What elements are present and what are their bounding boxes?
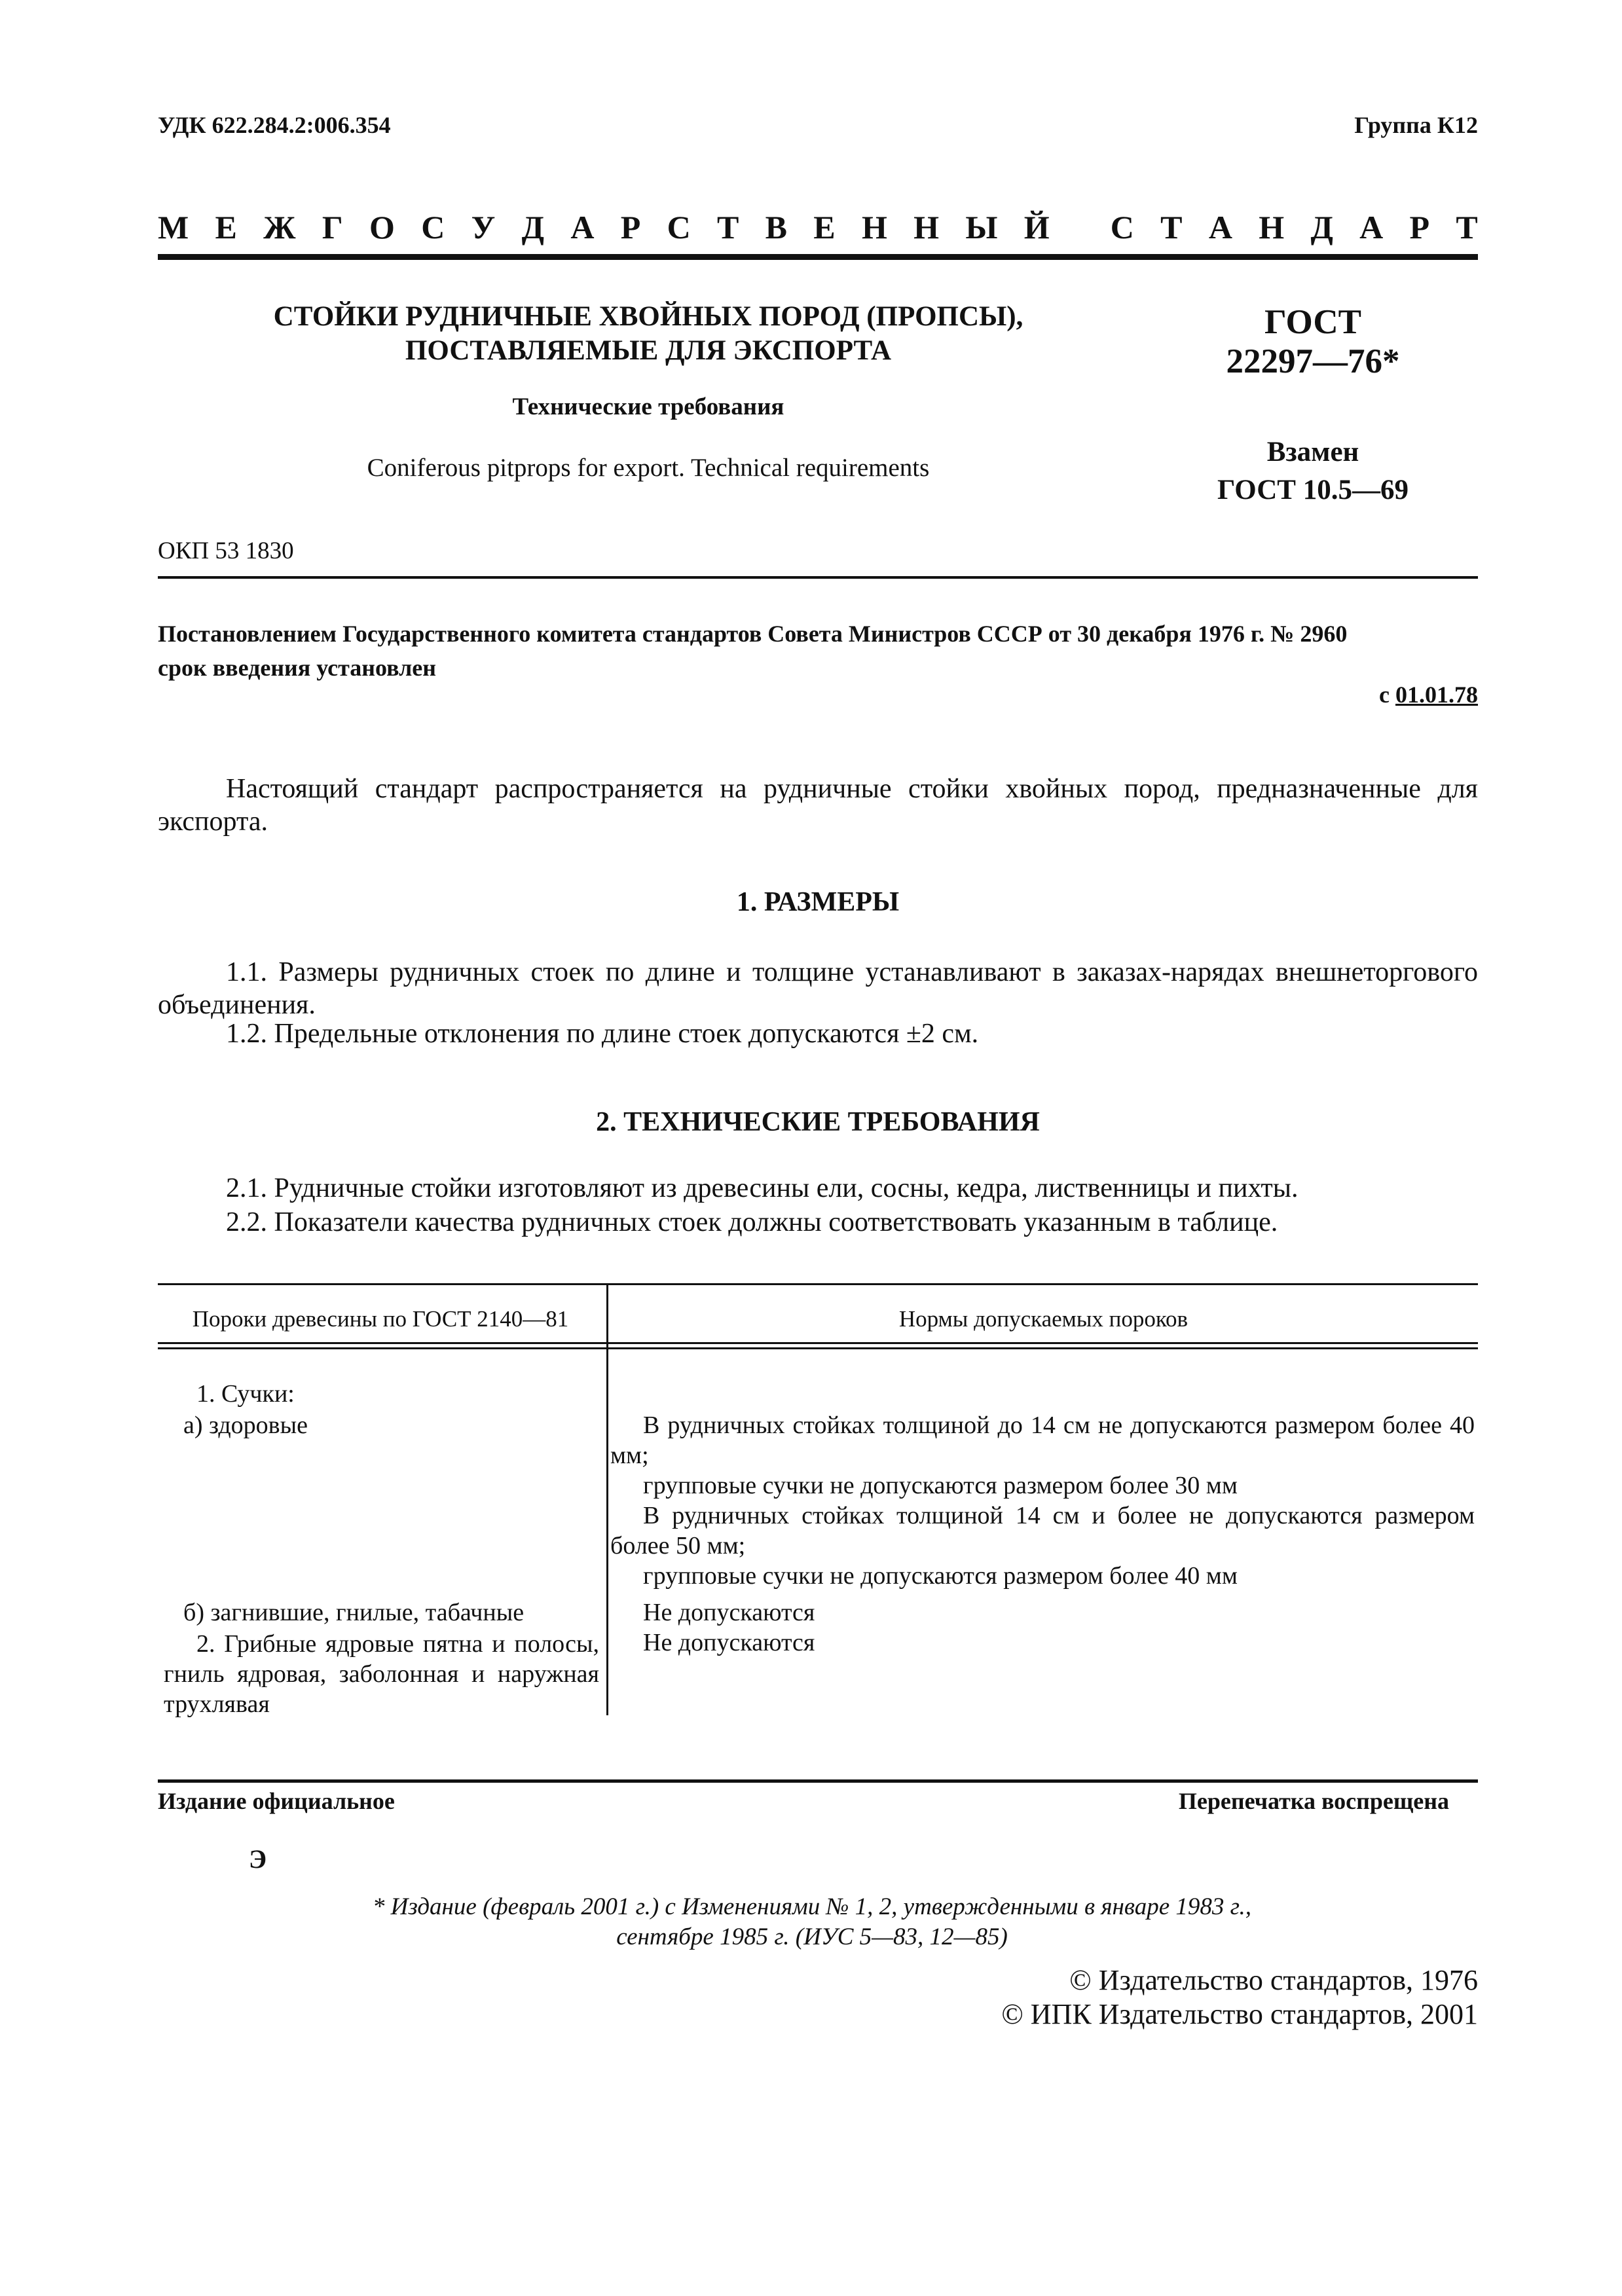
okp-code: ОКП 53 1830 bbox=[158, 538, 294, 564]
table-header-rule bbox=[158, 1342, 1478, 1344]
replaced-label: Взамен bbox=[1266, 437, 1359, 467]
banner-letter: О bbox=[369, 209, 395, 246]
group-code: Группа К12 bbox=[1354, 112, 1478, 138]
table-cell-norm-4: групповые сучки не допускаются размером более 40 мм bbox=[643, 1562, 1238, 1590]
banner-letter: В bbox=[765, 209, 787, 246]
banner-letter: Н bbox=[861, 209, 887, 246]
copyright-2001: © ИПК Издательство стандартов, 2001 bbox=[1001, 1998, 1478, 2030]
decree-line-2: срок введения установлен bbox=[158, 655, 437, 681]
banner-letter: С bbox=[1110, 209, 1134, 246]
banner-letter: Н bbox=[1259, 209, 1285, 246]
gost-designation bbox=[1166, 302, 1460, 381]
table-header-rule bbox=[158, 1347, 1478, 1349]
banner-letter: Р bbox=[1409, 209, 1430, 246]
banner-letter: Е bbox=[215, 209, 237, 246]
interstate-standard-banner bbox=[158, 208, 1478, 246]
udk-code: УДК 622.284.2:006.354 bbox=[158, 112, 391, 138]
footnote-line-2: сентябре 1985 г. (ИУС 5—83, 12—85) bbox=[616, 1923, 1008, 1950]
date-prefix: с bbox=[1379, 682, 1395, 708]
banner-letter: А bbox=[1208, 209, 1232, 246]
edition-mark: Э bbox=[249, 1844, 267, 1874]
table-cell-norm-1: В рудничных стойках толщиной до 14 см не допускаются размером более 40 мм; bbox=[610, 1412, 1475, 1469]
document-subtitle: Технические требования bbox=[512, 393, 784, 420]
table-top-border bbox=[158, 1283, 1478, 1285]
gost-number: 22297—76* bbox=[1226, 342, 1400, 380]
banner-letter: Ж bbox=[263, 209, 296, 246]
date-value: 01.01.78 bbox=[1395, 682, 1478, 708]
section-2-heading: 2. ТЕХНИЧЕСКИЕ ТРЕБОВАНИЯ bbox=[596, 1107, 1040, 1137]
banner-letter: Т bbox=[1160, 209, 1183, 246]
table-cell-norm-6: Не допускаются bbox=[643, 1629, 815, 1656]
paragraph-2-2: 2.2. Показатели качества рудничных стоек должны соответствовать указанным в таблице. bbox=[226, 1207, 1278, 1237]
banner-letter bbox=[1076, 208, 1084, 246]
decree-line-1: Постановлением Государственного комитета стандартов Совета Министров СССР от 30 декабря 1976 г. № 2960 bbox=[158, 621, 1348, 647]
banner-letter: С bbox=[667, 209, 691, 246]
banner-letter: Й bbox=[1023, 209, 1050, 246]
banner-letter: Р bbox=[620, 209, 641, 246]
banner-letter: У bbox=[471, 209, 496, 246]
introduction-date bbox=[1379, 681, 1478, 708]
table-header-defects: Пороки древесины по ГОСТ 2140—81 bbox=[192, 1306, 569, 1332]
top-divider bbox=[158, 254, 1478, 260]
table-cell-rotten-knots: б) загнившие, гнилые, табачные bbox=[183, 1599, 525, 1626]
table-cell-norm-2: групповые сучки не допускаются размером более 30 мм bbox=[643, 1472, 1238, 1499]
english-title: Coniferous pitprops for export. Technical requirements bbox=[367, 454, 930, 482]
paragraph-1-2: 1.2. Предельные отклонения по длине стоек допускаются ±2 см. bbox=[226, 1019, 979, 1049]
title-line-2: ПОСТАВЛЯЕМЫЕ ДЛЯ ЭКСПОРТА bbox=[405, 335, 892, 366]
table-column-divider bbox=[606, 1285, 608, 1715]
paragraph-2-1: 2.1. Рудничные стойки изготовляют из древесины ели, сосны, кедра, лиственницы и пихты. bbox=[226, 1173, 1299, 1203]
footer-divider bbox=[158, 1779, 1478, 1783]
replaced-standard bbox=[1166, 433, 1460, 509]
table-cell-norm-5: Не допускаются bbox=[643, 1599, 815, 1626]
scope-paragraph: Настоящий стандарт распространяется на рудничные стойки хвойных пород, предназначенные для экспорта. bbox=[158, 774, 1478, 837]
banner-letter: Т bbox=[1456, 209, 1478, 246]
table-header-norms: Нормы допускаемых пороков bbox=[898, 1306, 1189, 1332]
banner-letter: Д bbox=[521, 209, 545, 246]
reprint-prohibited: Перепечатка воспрещена bbox=[1178, 1788, 1449, 1814]
replaced-value: ГОСТ 10.5—69 bbox=[1217, 475, 1409, 505]
banner-letter: Г bbox=[322, 209, 343, 246]
official-edition: Издание официальное bbox=[158, 1788, 395, 1814]
banner-letter: М bbox=[158, 209, 189, 246]
decree-text bbox=[158, 617, 1478, 685]
header-divider bbox=[158, 576, 1478, 579]
section-1-heading: 1. РАЗМЕРЫ bbox=[736, 887, 900, 917]
gost-label: ГОСТ bbox=[1264, 303, 1361, 341]
banner-letter: Д bbox=[1310, 209, 1333, 246]
document-title bbox=[196, 300, 1100, 368]
title-line-1: СТОЙКИ РУДНИЧНЫЕ ХВОЙНЫХ ПОРОД (ПРОПСЫ), bbox=[273, 301, 1023, 332]
banner-letter: Е bbox=[813, 209, 836, 246]
table-cell-knots: 1. Сучки: bbox=[196, 1380, 295, 1408]
banner-letter: А bbox=[1359, 209, 1384, 246]
edition-footnote bbox=[196, 1892, 1428, 1952]
banner-letter: Ы bbox=[965, 209, 998, 246]
copyright-1976: © Издательство стандартов, 1976 bbox=[1069, 1964, 1478, 1996]
banner-letter: Н bbox=[913, 209, 940, 246]
footnote-line-1: * Издание (февраль 2001 г.) с Изменениями № 1, 2, утвержденными в январе 1983 г., bbox=[372, 1893, 1252, 1920]
table-cell-fungal-stains: 2. Грибные ядровые пятна и полосы, гниль ядровая, заболонная и наружная трухлявая bbox=[164, 1630, 599, 1718]
banner-letter: С bbox=[421, 209, 445, 246]
banner-letter: А bbox=[570, 209, 595, 246]
banner-letter: Т bbox=[716, 209, 739, 246]
table-cell-healthy-knots: а) здоровые bbox=[183, 1412, 308, 1439]
table-cell-norm-3: В рудничных стойках толщиной 14 см и более не допускаются размером более 50 мм; bbox=[610, 1502, 1475, 1559]
paragraph-1-1: 1.1. Размеры рудничных стоек по длине и толщине устанавливают в заказах-нарядах внешнеторгового объединения. bbox=[158, 957, 1478, 1020]
